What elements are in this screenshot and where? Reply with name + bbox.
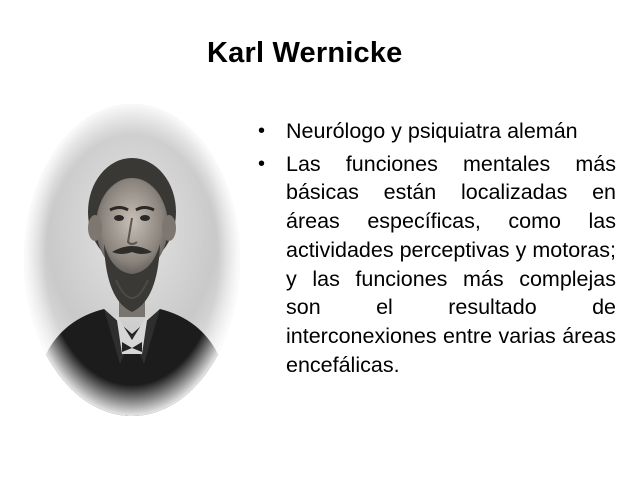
bullet-list xyxy=(256,117,616,383)
bullet-dot-icon: • xyxy=(258,152,266,175)
bullet-text: Neurólogo y psiquiatra alemán xyxy=(286,119,578,143)
bullet-text: Las funciones mentales más básicas están localizadas en áreas específicas, como las actividades perceptivas y motoras; y las funciones más complejas son el resultado de interconexiones entre varias áreas encefálicas. xyxy=(286,151,616,377)
bullet-item xyxy=(256,117,616,146)
portrait-photo xyxy=(24,104,240,416)
bullet-dot-icon: • xyxy=(258,120,266,142)
slide-title: Karl Wernicke xyxy=(207,37,403,69)
portrait-illustration xyxy=(24,104,240,416)
bullet-item xyxy=(256,150,616,380)
